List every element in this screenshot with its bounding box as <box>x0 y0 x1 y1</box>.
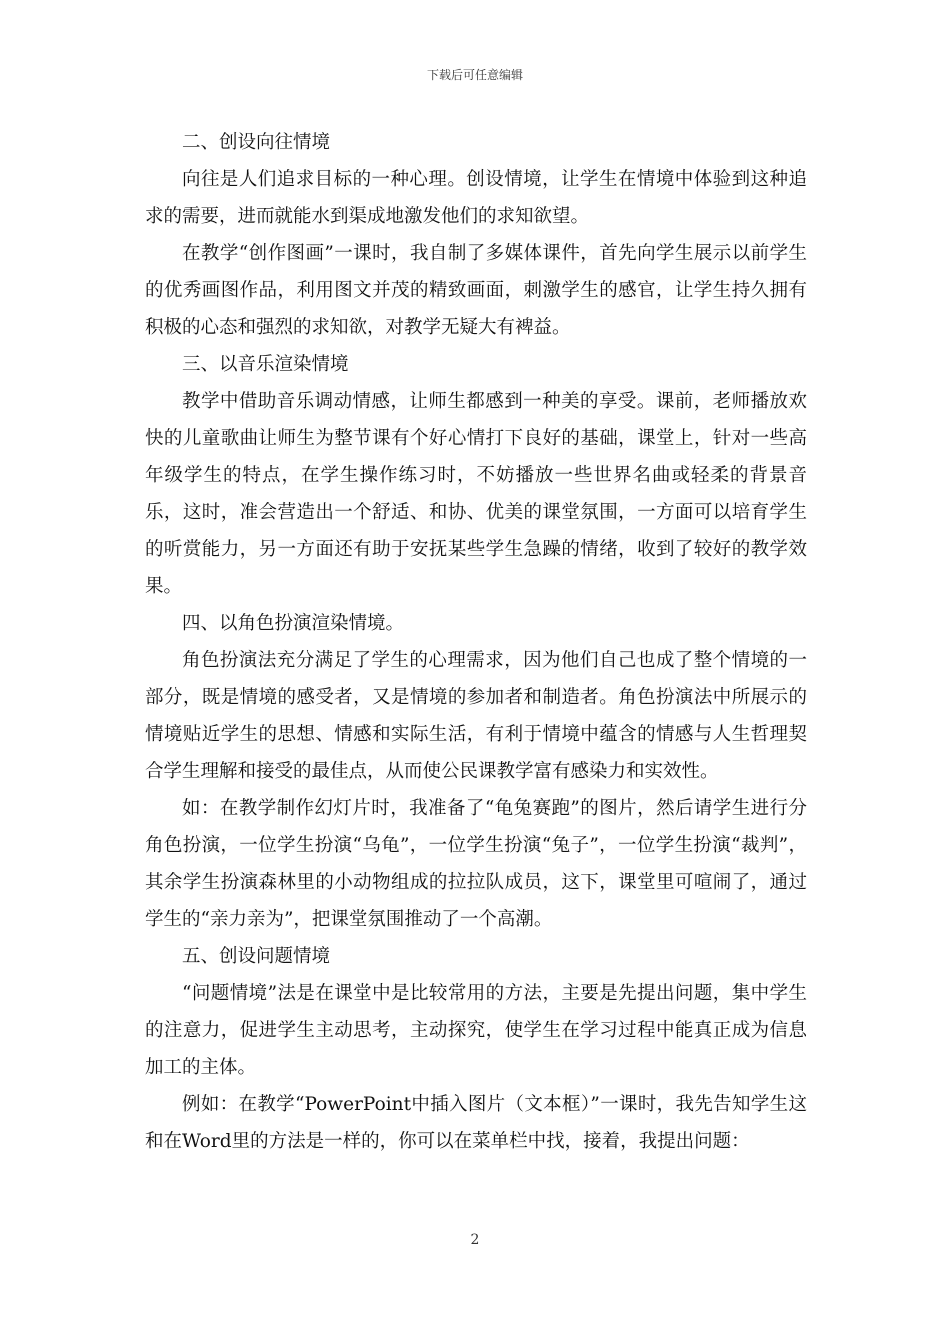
paragraph: 在教学“创作图画”一课时，我自制了多媒体课件，首先向学生展示以前学生的优秀画图作品，利用图文并茂的精致画面，刺激学生的感官，让学生持久拥有积极的心态和强烈的求知欲，对教学无疑大有裨益。 <box>145 243 807 338</box>
paragraph: “问题情境”法是在课堂中是比较常用的方法，主要是先提出问题，集中学生的注意力，促进学生主动思考，主动探究，使学生在学习过程中能真正成为信息加工的主体。 <box>145 983 807 1078</box>
paragraph: 角色扮演法充分满足了学生的心理需求，因为他们自己也成了整个情境的一部分，既是情境的感受者，又是情境的参加者和制造者。角色扮演法中所展示的情境贴近学生的思想、情感和实际生活，有利于情境中蕴含的情感与人生哲理契合学生理解和接受的最佳点，从而使公民课教学富有感染力和实效性。 <box>145 650 807 782</box>
paragraph: 教学中借助音乐调动情感，让师生都感到一种美的享受。课前，老师播放欢快的儿童歌曲让师生为整节课有个好心情打下良好的基础，课堂上，针对一些高年级学生的特点，在学生操作练习时，不妨播放一些世界名曲或轻柔的背景音乐，这时，准会营造出一个舒适、和协、优美的课堂氛围，一方面可以培育学生的听赏能力，另一方面还有助于安抚某些学生急躁的情绪，收到了较好的教学效果。 <box>145 391 807 597</box>
page-header: 下载后可任意编辑 <box>426 68 523 82</box>
document-body <box>145 124 807 1160</box>
page-number: 2 <box>470 1232 480 1248</box>
section-heading-4: 四、以角色扮演渲染情境。 <box>182 613 405 634</box>
section-heading-5: 五、创设问题情境 <box>182 946 331 967</box>
section-heading-2: 二、创设向往情境 <box>182 132 331 153</box>
section-heading-3: 三、以音乐渲染情境 <box>182 354 349 375</box>
paragraph: 如：在教学制作幻灯片时，我准备了“龟兔赛跑”的图片，然后请学生进行分角色扮演，一位学生扮演“乌龟”，一位学生扮演“兔子”，一位学生扮演“裁判”，其余学生扮演森林里的小动物组成的拉拉队成员，这下，课堂里可喧闹了，通过学生的“亲力亲为”，把课堂氛围推动了一个高潮。 <box>145 798 807 930</box>
paragraph: 例如：在教学“PowerPoint中插入图片（文本框）”一课时，我先告知学生这和在Word里的方法是一样的，你可以在菜单栏中找，接着，我提出问题： <box>145 1094 807 1152</box>
paragraph: 向往是人们追求目标的一种心理。创设情境，让学生在情境中体验到这种追求的需要，进而就能水到渠成地激发他们的求知欲望。 <box>145 169 807 227</box>
